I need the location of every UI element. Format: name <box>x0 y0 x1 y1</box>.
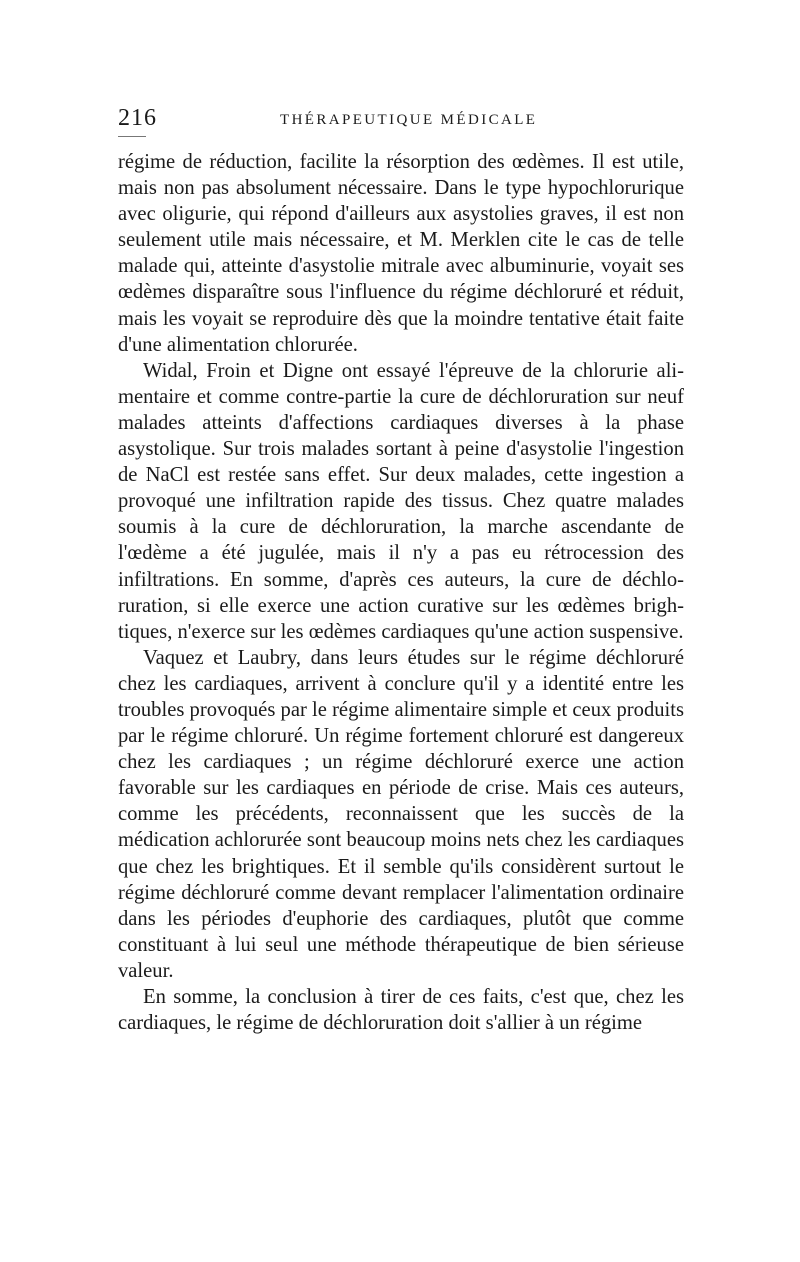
running-head <box>118 105 684 135</box>
paragraph-vaquez-laubry: Vaquez et Laubry, dans leurs études sur le régime déchloruré chez les cardiaques, arrivent à conclure qu'il y a identité entre les troubles provoqués par le régime alimentaire simple et ceux produits par le régime chloruré. Un régime fortement chloruré est dangereux chez les cardiaques ; un régime déchloruré exerce une action favorable sur les cardiaques en période de crise. Mais ces auteurs, comme les précédents, reconnaissent que les succès de la médication achlorurée sont beaucoup moins nets chez les cardiaques que chez les brightiques. Et il semble qu'ils considèrent surtout le régime déchloruré comme devant remplacer l'alimentation ordinaire dans les périodes d'euphorie des cardiaques, plutôt que comme constituant à lui seul une méthode thérapeutique de bien sérieuse valeur. <box>118 646 684 982</box>
page-number: 216 <box>118 105 157 131</box>
body-text <box>118 149 684 1036</box>
paragraph-continuation: régime de réduction, facilite la résorption des œdèmes. Il est utile, mais non pas absolument nécessaire. Dans le type hypochlorurique avec oligurie, qui répond d'ailleurs aux asystolies graves, il est non seulement utile mais nécessaire, et M. Merklen cite le cas de telle malade qui, atteinte d'asystolie mitrale avec albuminurie, voyait ses œdèmes disparaître sous l'influence du régime déchloruré et réduit, mais les voyait se reproduire dès que la moindre tentative était faite d'une alimentation chlorurée. <box>118 151 684 356</box>
running-title: THÉRAPEUTIQUE MÉDICALE <box>280 112 538 128</box>
page-number-underline <box>118 136 146 137</box>
paragraph-conclusion: En somme, la conclusion à tirer de ces faits, c'est que, chez les cardiaques, le régime de déchloruration doit s'allier à un régime <box>118 986 684 1035</box>
paragraph-widal-froin-digne: Widal, Froin et Digne ont essayé l'épreuve de la chlorurie alimentaire et comme contre-partie la cure de déchloruration sur neuf malades atteints d'affections cardiaques diverses à la phase asystolique. Sur trois malades sortant à peine d'asystolie l'ingestion de NaCl est restée sans effet. Sur deux malades, cette ingestion a provoqué une infiltration rapide des tissus. Chez quatre malades soumis à la cure de déchloruration, la marche ascendante de l'œdème a été jugulée, mais il n'y a pas eu rétrocession des infiltrations. En somme, d'après ces auteurs, la cure de déchloruration, si elle exerce une action curative sur les œdèmes brightiques, n'exerce sur les œdèmes cardiaques qu'une action suspensive. <box>118 359 684 643</box>
